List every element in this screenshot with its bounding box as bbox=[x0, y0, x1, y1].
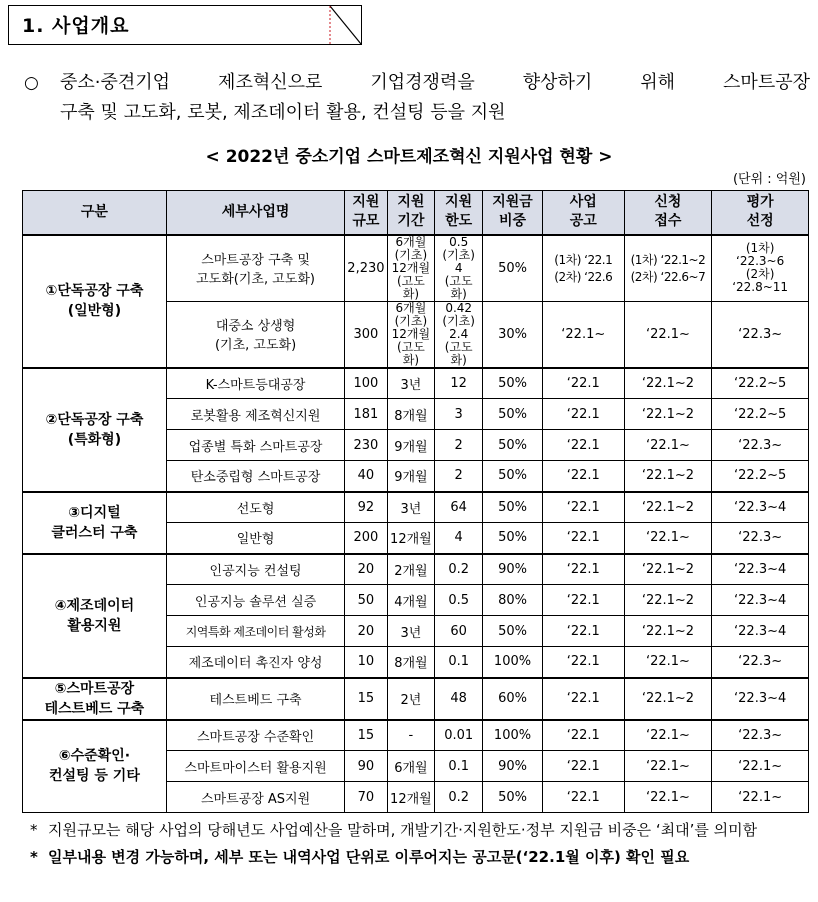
notice-text: ‘22.1 bbox=[566, 561, 600, 577]
limit-text: 0.42 bbox=[445, 300, 473, 315]
ratio-cell: 90% bbox=[483, 554, 543, 585]
table-row bbox=[23, 720, 809, 751]
period-cell bbox=[387, 492, 435, 523]
apply-cell bbox=[624, 720, 712, 751]
apply-cell bbox=[624, 430, 712, 461]
apply-cell bbox=[624, 554, 712, 585]
apply-cell bbox=[624, 523, 712, 554]
limit-text: 0.5 bbox=[449, 234, 469, 249]
eval-text: (1차) bbox=[745, 241, 775, 255]
footnotes bbox=[30, 820, 810, 868]
project-name-text: 테스트베드 구축 bbox=[209, 693, 302, 708]
notice-cell bbox=[542, 678, 624, 720]
limit-text: 0.2 bbox=[448, 561, 470, 577]
eval-text: ‘22.3~4 bbox=[734, 561, 787, 577]
table-unit: (단위 : 억원) bbox=[732, 172, 806, 187]
apply-cell bbox=[624, 782, 712, 813]
limit-cell bbox=[435, 616, 483, 647]
ratio-cell: 50% bbox=[483, 616, 543, 647]
category-label: ①단독공장 구축 bbox=[45, 283, 144, 299]
period-text: (기초) bbox=[394, 247, 428, 262]
apply-text: ‘22.1~ bbox=[645, 654, 690, 670]
footnote-2-star: * bbox=[30, 848, 38, 866]
project-name-text: 스마트공장 AS지원 bbox=[200, 791, 311, 807]
notice-text: ‘22.1 bbox=[566, 789, 600, 805]
notice-text: ‘22.1 bbox=[566, 691, 600, 706]
limit-cell bbox=[435, 720, 483, 751]
notice-cell bbox=[542, 492, 624, 523]
scale-cell: 230 bbox=[345, 430, 387, 461]
apply-text: (1차) ‘22.1~2 bbox=[630, 253, 706, 267]
apply-text: ‘22.1~2 bbox=[641, 592, 695, 608]
limit-cell bbox=[435, 368, 483, 399]
project-name-cell bbox=[166, 720, 344, 751]
project-name-cell bbox=[166, 430, 344, 461]
period-text: 4개월 bbox=[394, 594, 428, 610]
limit-text: (고도화) bbox=[444, 339, 473, 367]
eval-cell bbox=[712, 616, 809, 647]
eval-cell bbox=[712, 235, 809, 302]
period-text: (고도화) bbox=[396, 339, 425, 367]
notice-text: ‘22.1 bbox=[566, 592, 600, 608]
period-cell bbox=[387, 235, 435, 302]
notice-cell bbox=[542, 585, 624, 616]
eval-text: (2차) bbox=[745, 267, 775, 281]
limit-text: 64 bbox=[450, 499, 467, 515]
table-row bbox=[23, 235, 809, 302]
limit-text: (고도화) bbox=[444, 273, 473, 301]
category-cell bbox=[23, 554, 167, 678]
period-text: - bbox=[408, 727, 414, 743]
project-name-text: 제조데이터 촉진자 양성 bbox=[188, 656, 323, 672]
limit-cell bbox=[435, 301, 483, 368]
limit-cell bbox=[435, 751, 483, 782]
eval-text: ‘22.1~ bbox=[738, 758, 783, 774]
period-text: 3년 bbox=[400, 625, 422, 641]
header-project: 세부사업명 bbox=[166, 191, 344, 235]
ratio-cell: 80% bbox=[483, 585, 543, 616]
period-cell bbox=[387, 368, 435, 399]
apply-text: ‘22.1~2 bbox=[641, 561, 695, 577]
apply-cell bbox=[624, 751, 712, 782]
eval-text: ‘22.2~5 bbox=[734, 406, 787, 422]
scale-cell: 92 bbox=[345, 492, 387, 523]
notice-text: (1차) ‘22.1 bbox=[554, 253, 613, 267]
eval-text: ‘22.2~5 bbox=[734, 468, 787, 484]
notice-text: ‘22.1 bbox=[566, 727, 600, 743]
project-name-text: 대중소 상생형 bbox=[215, 319, 296, 334]
section-title: 1. 사업개요 bbox=[22, 15, 130, 37]
limit-text: 0.5 bbox=[448, 592, 470, 608]
notice-cell bbox=[542, 301, 624, 368]
limit-text: 4 bbox=[454, 260, 463, 275]
apply-text: ‘22.1~2 bbox=[641, 623, 695, 639]
apply-text: (2차) ‘22.6~7 bbox=[630, 270, 706, 284]
project-name-text: 인공지능 솔루션 실증 bbox=[194, 594, 317, 610]
ratio-cell: 30% bbox=[483, 301, 543, 368]
project-name-text: 일반형 bbox=[236, 532, 275, 548]
apply-text: ‘22.1~ bbox=[645, 437, 690, 453]
table-row bbox=[23, 368, 809, 399]
apply-text: ‘22.1~2 bbox=[641, 468, 695, 484]
scale-cell: 10 bbox=[345, 647, 387, 678]
project-name-cell bbox=[166, 647, 344, 678]
scale-cell: 40 bbox=[345, 461, 387, 492]
period-text: 6개월 bbox=[395, 300, 427, 315]
project-name-cell bbox=[166, 751, 344, 782]
project-name-cell bbox=[166, 368, 344, 399]
period-cell bbox=[387, 523, 435, 554]
period-cell bbox=[387, 430, 435, 461]
category-label: ⑤스마트공장 bbox=[54, 680, 135, 697]
overview-line-1: 중소·중견기업 제조혁신으로 기업경쟁력을 향상하기 위해 스마트공장 bbox=[60, 72, 810, 93]
limit-cell bbox=[435, 782, 483, 813]
category-label: 테스트베드 구축 bbox=[44, 700, 145, 717]
category-label: ②단독공장 구축 bbox=[45, 411, 144, 428]
project-name-text: 로봇활용 제조혁신지원 bbox=[190, 408, 321, 424]
eval-cell bbox=[712, 585, 809, 616]
notice-text: ‘22.1 bbox=[566, 468, 600, 484]
project-name-text: K-스마트등대공장 bbox=[205, 377, 306, 393]
ratio-cell: 100% bbox=[483, 647, 543, 678]
apply-cell bbox=[624, 585, 712, 616]
project-name-cell bbox=[166, 235, 344, 302]
apply-text: ‘22.1~ bbox=[645, 758, 690, 774]
scale-cell: 50 bbox=[345, 585, 387, 616]
apply-text: ‘22.1~ bbox=[645, 789, 690, 805]
notice-cell bbox=[542, 368, 624, 399]
overview-line-2: 구축 및 고도화, 로봇, 제조데이터 활용, 컨설팅 등을 지원 bbox=[60, 102, 506, 123]
limit-text: 60 bbox=[450, 623, 467, 639]
notice-text: ‘22.1 bbox=[566, 623, 600, 639]
eval-cell bbox=[712, 523, 809, 554]
eval-cell bbox=[712, 554, 809, 585]
eval-text: ‘22.2~5 bbox=[734, 375, 787, 391]
limit-cell bbox=[435, 399, 483, 430]
notice-cell bbox=[542, 523, 624, 554]
scale-cell: 20 bbox=[345, 616, 387, 647]
notice-cell bbox=[542, 751, 624, 782]
period-cell bbox=[387, 301, 435, 368]
period-text: 2개월 bbox=[394, 563, 428, 579]
project-name-cell bbox=[166, 523, 344, 554]
ratio-cell: 50% bbox=[483, 368, 543, 399]
project-name-cell bbox=[166, 678, 344, 720]
apply-cell bbox=[624, 461, 712, 492]
notice-text: ‘22.1 bbox=[566, 758, 600, 774]
category-cell bbox=[23, 235, 167, 368]
project-name-text: 선도형 bbox=[236, 501, 275, 517]
limit-text: 4 bbox=[454, 530, 463, 546]
scale-cell: 70 bbox=[345, 782, 387, 813]
category-cell bbox=[23, 492, 167, 554]
notice-cell bbox=[542, 461, 624, 492]
project-name-text: 지역특화 제조데이터 활성화 bbox=[185, 624, 326, 639]
table-row bbox=[23, 554, 809, 585]
limit-text: 2 bbox=[454, 468, 463, 484]
eval-cell bbox=[712, 492, 809, 523]
period-text: 8개월 bbox=[394, 408, 428, 424]
footnote-2 bbox=[30, 847, 810, 868]
eval-text: ‘22.3~4 bbox=[734, 691, 787, 706]
period-text: 6개월 bbox=[394, 760, 428, 776]
apply-text: ‘22.1~2 bbox=[641, 406, 695, 422]
table-title: < 2022년 중소기업 스마트제조혁신 지원사업 현황 > bbox=[205, 147, 613, 167]
project-name-cell bbox=[166, 782, 344, 813]
notice-text: ‘22.1 bbox=[566, 375, 600, 391]
limit-text: 3 bbox=[454, 406, 463, 422]
category-label: 클러스터 구축 bbox=[51, 524, 138, 541]
ratio-cell: 50% bbox=[483, 782, 543, 813]
scale-cell: 200 bbox=[345, 523, 387, 554]
eval-cell bbox=[712, 678, 809, 720]
footnote-1-star: * bbox=[30, 821, 38, 839]
eval-cell bbox=[712, 720, 809, 751]
scale-cell: 20 bbox=[345, 554, 387, 585]
limit-text: 0.2 bbox=[448, 789, 470, 805]
project-name-text: 스마트공장 수준확인 bbox=[196, 729, 315, 745]
eval-text: ‘22.3~ bbox=[738, 437, 783, 453]
scale-cell: 2,230 bbox=[345, 235, 387, 302]
limit-text: 12 bbox=[450, 375, 467, 391]
project-name-text: 인공지능 컨설팅 bbox=[209, 563, 302, 579]
scale-cell: 181 bbox=[345, 399, 387, 430]
eval-text: ‘22.3~ bbox=[738, 530, 783, 546]
category-cell bbox=[23, 368, 167, 492]
period-text: 12개월 bbox=[391, 260, 431, 275]
footnote-1 bbox=[30, 820, 810, 841]
ratio-cell: 90% bbox=[483, 751, 543, 782]
notice-text: ‘22.1 bbox=[566, 499, 600, 515]
table-header-row bbox=[23, 191, 809, 235]
limit-cell bbox=[435, 492, 483, 523]
apply-text: ‘22.1~2 bbox=[641, 375, 695, 391]
notice-cell bbox=[542, 647, 624, 678]
limit-cell bbox=[435, 678, 483, 720]
period-text: 3년 bbox=[400, 377, 422, 393]
limit-text: (기초) bbox=[442, 313, 475, 328]
header-eval: 평가 선정 bbox=[712, 191, 809, 235]
category-label: 활용지원 bbox=[67, 617, 122, 634]
limit-cell bbox=[435, 554, 483, 585]
header-category: 구분 bbox=[23, 191, 167, 235]
scale-cell: 15 bbox=[345, 720, 387, 751]
period-cell bbox=[387, 399, 435, 430]
limit-text: 0.01 bbox=[444, 727, 474, 743]
eval-cell bbox=[712, 461, 809, 492]
limit-text: 2.4 bbox=[449, 326, 469, 341]
table-row bbox=[23, 492, 809, 523]
ratio-cell: 50% bbox=[483, 461, 543, 492]
notice-cell bbox=[542, 399, 624, 430]
category-label: 컨설팅 등 기타 bbox=[48, 768, 140, 785]
project-name-text: 고도화(기초, 고도화) bbox=[196, 272, 315, 287]
table-row bbox=[23, 678, 809, 720]
apply-text: ‘22.1~2 bbox=[641, 691, 695, 706]
project-name-cell bbox=[166, 399, 344, 430]
notice-text: ‘22.1 bbox=[566, 406, 600, 422]
period-text: 12개월 bbox=[391, 326, 431, 341]
period-cell bbox=[387, 616, 435, 647]
ratio-cell: 50% bbox=[483, 235, 543, 302]
header-notice: 사업 공고 bbox=[542, 191, 624, 235]
eval-text: ‘22.3~ bbox=[738, 727, 783, 743]
apply-text: ‘22.1~2 bbox=[641, 499, 695, 515]
header-apply: 신청 접수 bbox=[624, 191, 712, 235]
project-name-text: 스마트공장 구축 및 bbox=[201, 253, 310, 268]
limit-cell bbox=[435, 430, 483, 461]
limit-cell bbox=[435, 523, 483, 554]
eval-text: ‘22.3~ bbox=[738, 326, 783, 342]
header-ratio: 지원금 비중 bbox=[483, 191, 543, 235]
notice-text: ‘22.1 bbox=[566, 654, 600, 670]
period-text: 6개월 bbox=[395, 234, 427, 249]
limit-text: 2 bbox=[454, 437, 463, 453]
support-program-table bbox=[22, 190, 809, 813]
category-label: (일반형) bbox=[67, 303, 122, 319]
scale-cell: 15 bbox=[345, 678, 387, 720]
scale-cell: 90 bbox=[345, 751, 387, 782]
period-text: 3년 bbox=[400, 501, 422, 517]
apply-text: ‘22.1~ bbox=[645, 727, 690, 743]
ratio-cell: 50% bbox=[483, 399, 543, 430]
apply-cell bbox=[624, 235, 712, 302]
notice-cell bbox=[542, 720, 624, 751]
section-heading-box bbox=[8, 5, 362, 45]
limit-text: 0.1 bbox=[448, 758, 470, 774]
period-text: 12개월 bbox=[390, 532, 432, 548]
apply-cell bbox=[624, 492, 712, 523]
project-name-text: 스마트마이스터 활용지원 bbox=[184, 760, 327, 776]
eval-cell bbox=[712, 751, 809, 782]
eval-text: ‘22.3~4 bbox=[734, 592, 787, 608]
period-cell bbox=[387, 554, 435, 585]
eval-cell bbox=[712, 301, 809, 368]
category-label: ④제조데이터 bbox=[54, 597, 135, 614]
eval-text: ‘22.3~6 bbox=[736, 254, 785, 268]
limit-cell bbox=[435, 647, 483, 678]
notice-cell bbox=[542, 430, 624, 461]
period-text: 9개월 bbox=[394, 439, 428, 455]
project-name-cell bbox=[166, 585, 344, 616]
project-name-cell bbox=[166, 492, 344, 523]
period-cell bbox=[387, 782, 435, 813]
project-name-cell bbox=[166, 301, 344, 368]
period-text: (고도화) bbox=[396, 273, 425, 301]
period-text: 2년 bbox=[400, 693, 422, 708]
scale-cell: 100 bbox=[345, 368, 387, 399]
limit-text: (기초) bbox=[442, 247, 475, 262]
category-cell bbox=[23, 720, 167, 813]
project-name-text: 업종별 특화 스마트공장 bbox=[188, 439, 323, 455]
eval-text: ‘22.8~11 bbox=[732, 280, 789, 294]
notice-text: (2차) ‘22.6 bbox=[554, 270, 613, 284]
apply-cell bbox=[624, 368, 712, 399]
ratio-cell: 50% bbox=[483, 523, 543, 554]
project-name-text: (기초, 고도화) bbox=[214, 338, 297, 353]
notice-cell bbox=[542, 782, 624, 813]
footnote-1-text: 지원규모는 해당 사업의 당해년도 사업예산을 말하며, 개발기간·지원한도·정부 지원금 비중은 ‘최대’를 의미함 bbox=[48, 821, 758, 839]
eval-cell bbox=[712, 647, 809, 678]
limit-cell bbox=[435, 585, 483, 616]
ratio-cell: 50% bbox=[483, 430, 543, 461]
apply-cell bbox=[624, 301, 712, 368]
eval-text: ‘22.3~4 bbox=[734, 623, 787, 639]
notice-text: ‘22.1~ bbox=[561, 326, 606, 342]
header-limit: 지원 한도 bbox=[435, 191, 483, 235]
category-label: (특화형) bbox=[67, 431, 122, 448]
apply-text: ‘22.1~ bbox=[645, 530, 690, 546]
apply-cell bbox=[624, 616, 712, 647]
limit-cell bbox=[435, 461, 483, 492]
eval-text: ‘22.3~4 bbox=[734, 499, 787, 515]
period-text: 9개월 bbox=[394, 470, 428, 486]
apply-cell bbox=[624, 647, 712, 678]
notice-text: ‘22.1 bbox=[566, 437, 600, 453]
period-cell bbox=[387, 647, 435, 678]
eval-text: ‘22.3~ bbox=[738, 654, 783, 670]
eval-text: ‘22.1~ bbox=[738, 789, 783, 805]
period-text: 8개월 bbox=[394, 656, 428, 672]
period-text: 12개월 bbox=[390, 791, 432, 807]
notice-cell bbox=[542, 616, 624, 647]
footnote-2-text: 일부내용 변경 가능하며, 세부 또는 내역사업 단위로 이루어지는 공고문(‘22.1월 이후) 확인 필요 bbox=[48, 848, 690, 866]
ratio-cell: 60% bbox=[483, 678, 543, 720]
ratio-cell: 100% bbox=[483, 720, 543, 751]
eval-cell bbox=[712, 368, 809, 399]
period-text: (기초) bbox=[394, 313, 428, 328]
limit-text: 0.1 bbox=[448, 654, 470, 670]
limit-cell bbox=[435, 235, 483, 302]
notice-cell bbox=[542, 235, 624, 302]
project-name-cell bbox=[166, 461, 344, 492]
project-name-cell bbox=[166, 616, 344, 647]
category-cell bbox=[23, 678, 167, 720]
eval-cell bbox=[712, 399, 809, 430]
period-cell bbox=[387, 751, 435, 782]
apply-text: ‘22.1~ bbox=[645, 326, 690, 342]
bullet-circle-icon: ○ bbox=[24, 73, 39, 93]
apply-cell bbox=[624, 678, 712, 720]
period-cell bbox=[387, 720, 435, 751]
ratio-cell: 50% bbox=[483, 492, 543, 523]
limit-text: 48 bbox=[450, 691, 467, 706]
header-scale: 지원 규모 bbox=[345, 191, 387, 235]
apply-cell bbox=[624, 399, 712, 430]
period-cell bbox=[387, 678, 435, 720]
header-period: 지원 기간 bbox=[387, 191, 435, 235]
project-name-text: 탄소중립형 스마트공장 bbox=[190, 470, 321, 486]
eval-cell bbox=[712, 430, 809, 461]
category-label: ⑥수준확인· bbox=[58, 748, 131, 765]
notice-cell bbox=[542, 554, 624, 585]
category-label: ③디지털 bbox=[68, 504, 121, 521]
notice-text: ‘22.1 bbox=[566, 530, 600, 546]
eval-cell bbox=[712, 782, 809, 813]
scale-cell: 300 bbox=[345, 301, 387, 368]
period-cell bbox=[387, 585, 435, 616]
period-cell bbox=[387, 461, 435, 492]
project-name-cell bbox=[166, 554, 344, 585]
